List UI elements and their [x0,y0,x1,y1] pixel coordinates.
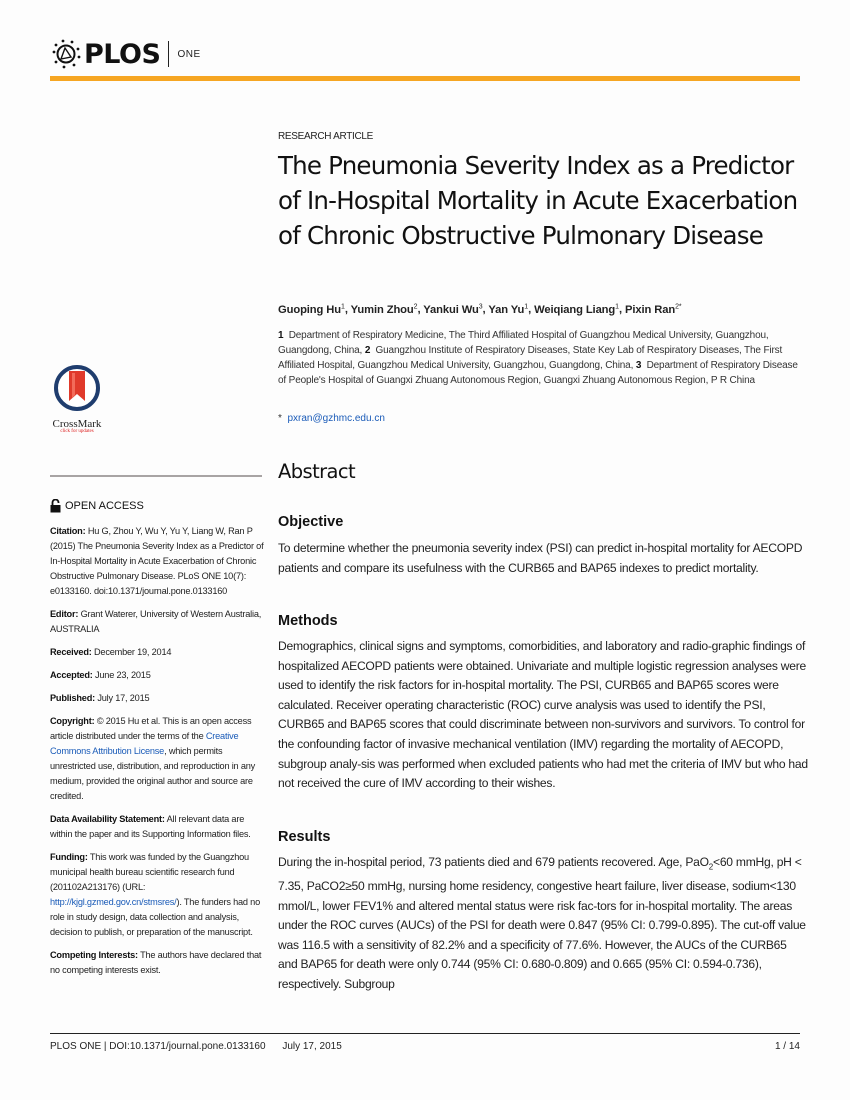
copyright: Copyright: © 2015 Hu et al. This is an open access article distributed under the terms of the Creative Commons Attribution License, which permits unrestricted use, distribution, and reproduction in any medium, provided the original author and source are credited. [50,716,256,801]
open-access-badge [50,499,144,513]
logo-divider [168,41,169,67]
funding-url-link[interactable]: http://kjgl.gzmed.gov.cn/stmsres/ [50,897,177,907]
competing-interests: Competing Interests: The authors have declared that no competing interests exist. [50,950,262,975]
editor: Editor: Grant Waterer, University of Western Australia, AUSTRALIA [50,609,262,634]
logo-journal-name: ONE [177,48,201,60]
article-info-sidebar [50,524,265,986]
abstract-heading: Abstract [278,460,356,483]
article-type: RESEARCH ARTICLE [278,131,374,142]
author-list: Guoping Hu$^1$, Yumin Zhou$^2$, Yankui Wu$^3$, Yan Yu$^1$, Weiqiang Liang$^1$, Pixin Ran$^{2*}$ [278,303,682,316]
objective-heading: Objective [278,514,344,530]
published-date: Published: July 17, 2015 [50,693,150,703]
author[interactable]: Yankui Wu$^3$ [423,303,483,316]
footer-date: July 17, 2015 [282,1041,342,1052]
data-availability: Data Availability Statement: All relevant data are within the paper and its Supporting Information files. [50,814,251,839]
page-number: 1 / 14 [774,1041,800,1052]
open-access-label: OPEN ACCESS [65,500,144,512]
methods-text: Demographics, clinical signs and symptoms, comorbidities, and laboratory and radio-graphic findings of hospitalized AECOPD patients were obtained. Univariate and multiple logistic regression analyses were used to identify the risk factors for in-hospital mortality. The PSI, CURB65 and BAP65 scores were calculated. Receiver operating characteristic (ROC) curve analysis was used to identify the PSI, CURB65 and BAP65 scores that could discriminate between non-survivors and survivors. To control for the confounding factor of invasive mechanical ventilation (IMV) regarding the mortality of AECOPD, subgroup analy-sis was performed when excluded patients who had met the criteria of IMV but who had not received the cure of IMV according to their wishes. [278,639,808,791]
footer-divider [50,1033,800,1034]
email-link[interactable]: pxran@gzhmc.edu.cn [287,413,385,424]
funding: Funding: This work was funded by the Guangzhou municipal health bureau scientific research fund (201102A213176) (URL: http://kjgl.gzmed.gov.cn/stmsres/). The funders had no role in study design, data collection and analysis, decision to publish, or preparation of the manuscript. [50,852,260,937]
crossmark-label: CrossMark [52,418,102,430]
objective-text: To determine whether the pneumonia severity index (PSI) can predict in-hospital mortality for AECOPD patients and compare its usefulness with the CURB65 and BAP65 indexes to predict mortality. [278,541,803,575]
crossmark-badge[interactable] [44,365,110,434]
accepted-date: Accepted: June 23, 2015 [50,670,151,680]
article-title: The Pneumonia Severity Index as a Predictor of In-Hospital Mortality in Acute Exacerbation of Chronic Obstructive Pulmonary Disease [278,151,798,250]
crossmark-icon [54,365,100,411]
header-accent-bar [50,76,800,81]
crossmark-sublabel: click for updates [60,429,94,434]
author[interactable]: Yumin Zhou$^2$ [350,303,418,316]
citation: Citation: Hu G, Zhou Y, Wu Y, Yu Y, Liang W, Ran P (2015) The Pneumonia Severity Index as a Predictor of In-Hospital Mortality in Acute Exacerbation of Chronic Obstructive Pulmonary Disease. PLoS ONE 10(7): e0133160. doi:10.1371/journal.pone.0133160 [50,526,264,596]
footer-journal-doi: PLOS ONE | DOI:10.1371/journal.pone.0133160 [50,1041,266,1052]
author[interactable]: Weiqiang Liang$^1$ [534,303,619,316]
author[interactable]: Pixin Ran$^{2*}$ [624,303,682,316]
author[interactable]: Yan Yu$^1$ [488,303,529,316]
logo-text: PLOS [84,38,161,70]
results-heading: Results [278,829,331,845]
page-footer [50,1041,800,1052]
sidebar-divider [50,475,262,477]
methods-heading: Methods [278,613,338,629]
correspondence: * pxran@gzhmc.edu.cn [278,413,385,424]
open-lock-icon [50,499,61,513]
plos-globe-icon [50,38,82,70]
plos-one-logo[interactable] [50,35,201,73]
received-date: Received: December 19, 2014 [50,647,172,657]
author[interactable]: Guoping Hu$^1$ [278,303,345,316]
results-text: During the in-hospital period, 73 patients died and 679 patients recovered. Age, PaO$_2$<60 mmHg, pH < 7.35, PaCO2≥50 mmHg, nursing home residency, congestive heart failure, liver disease, sodium<130 mmol/L, lower FEV1% and altered mental status were risk fac-tors for in-hospital mortality. The areas under the ROC curves (AUCs) of the PSI for death were 0.847 (95% CI: 0.799-0.895). The cut-off value was 116.5 with a sensitivity of 82.2% and a specificity of 77.6%. However, the AUCs of the CURB65 and BAP65 for death were only 0.744 (95% CI: 0.680-0.809) and 0.665 (95% CI: 0.594-0.736), respectively. Subgroup [278,855,806,991]
affiliations: 1 Department of Respiratory Medicine, The Third Affiliated Hospital of Guangzhou Medical University, Guangzhou, Guangdong, China, 2 Guangzhou Institute of Respiratory Diseases, State Key Lab of Respiratory Diseases, The First Affiliated Hospital, Guangzhou Medical University, Guangzhou, Guangdong, China, 3 Department of Respiratory Disease of People's Hospital of Guangxi Zhuang Autonomous Region, Guangxi Zhuang Autonomous Region, P R China [278,330,798,386]
cc-license-link[interactable]: Creative Commons Attribution License [50,731,239,756]
